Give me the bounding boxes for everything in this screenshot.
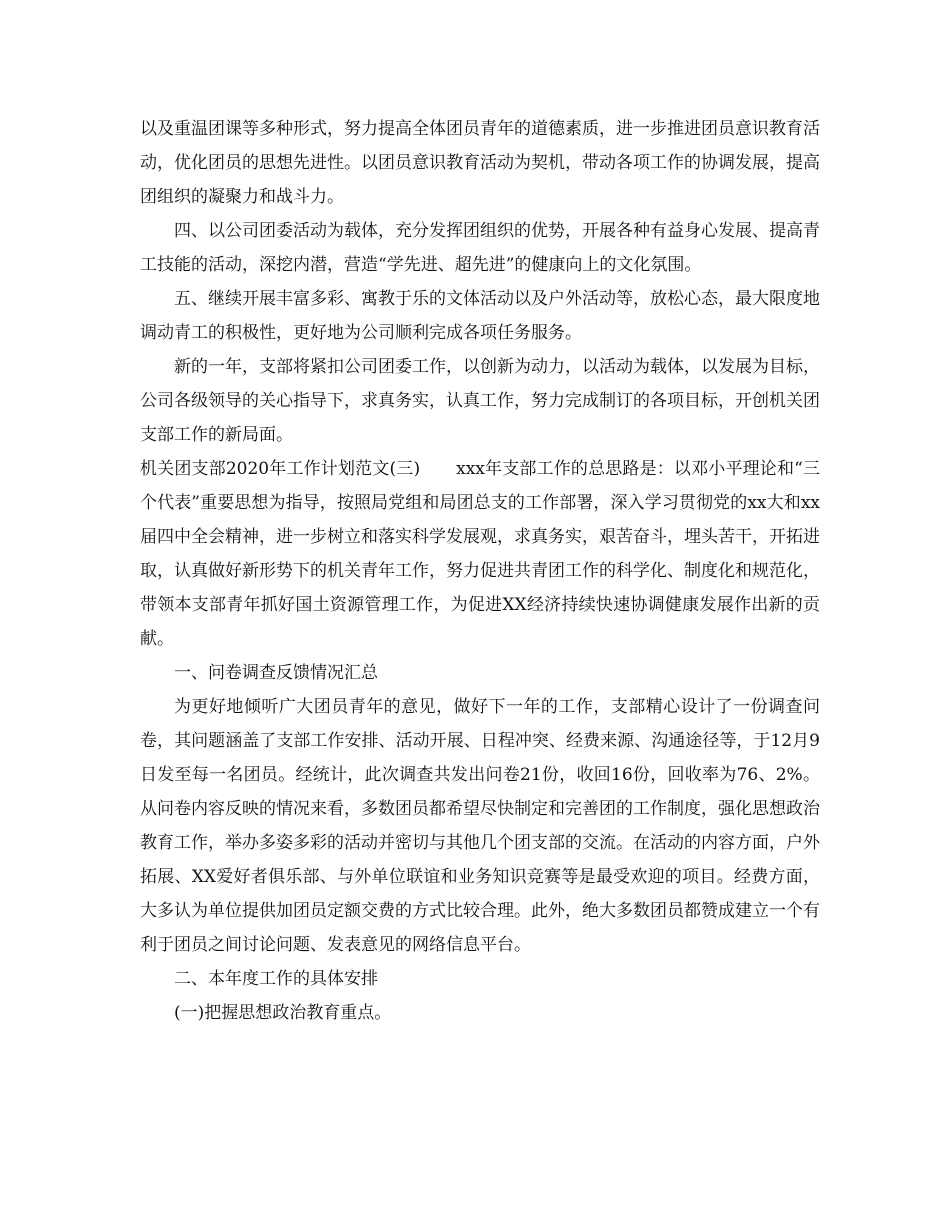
heading-survey-feedback: 一、问卷调查反馈情况汇总 [174,663,378,683]
section-three-paragraph [140,452,820,656]
section-three-text: xxx年支部工作的总思路是：以邓小平理论和“三个代表”重要思想为指导，按照局党组和局团总支的工作部署，深入学习贯彻党的xx大和xx届四中全会精神，进一步树立和落实科学发展观，求真务实，艰苦奋斗，埋头苦干，开拓进取，认真做好新形势下的机关青年工作，努力促进共青团工作的科学化、制度化和规范化，带领本支部青年抓好国土资源管理工作，为促进XX经济持续快速协调健康发展作出新的贡献。 [140,459,820,649]
paragraph-item-five: 五、继续开展丰富多彩、寓教于乐的文体活动以及户外活动等，放松心态，最大限度地调动青工的积极性，更好地为公司顺利完成各项任务服务。 [140,289,820,343]
heading-work-arrangement: 二、本年度工作的具体安排 [174,969,378,989]
heading-political-education: (一)把握思想政治教育重点。 [174,1003,392,1023]
section-three-title: 机关团支部2020年工作计划范文(三) [140,459,421,479]
document-body [140,112,820,1030]
paragraph-item-four: 四、以公司团委活动为载体，充分发挥团组织的优势，开展各种有益身心发展、提高青工技能的活动，深挖内潜，营造“学先进、超先进”的健康向上的文化氛围。 [140,221,820,275]
paragraph-continuation: 以及重温团课等多种形式，努力提高全体团员青年的道德素质，进一步推进团员意识教育活动，优化团员的思想先进性。以团员意识教育活动为契机，带动各项工作的协调发展，提高团组织的凝聚力和战斗力。 [140,119,820,207]
paragraph-new-year: 新的一年，支部将紧扣公司团委工作，以创新为动力，以活动为载体，以发展为目标，公司各级领导的关心指导下，求真务实，认真工作，努力完成制订的各项目标，开创机关团支部工作的新局面。 [140,357,820,445]
paragraph-survey: 为更好地倾听广大团员青年的意见，做好下一年的工作，支部精心设计了一份调查问卷，其问题涵盖了支部工作安排、活动开展、日程冲突、经费来源、沟通途径等，于12月9日发至每一名团员。经统计，此次调查共发出问卷21份，收回16份，回收率为76、2%。从问卷内容反映的情况来看，多数团员都希望尽快制定和完善团的工作制度，强化思想政治教育工作，举办多姿多彩的活动并密切与其他几个团支部的交流。在活动的内容方面，户外拓展、XX爱好者俱乐部、与外单位联谊和业务知识竞赛等是最受欢迎的项目。经费方面，大多认为单位提供加团员定额交费的方式比较合理。此外，绝大多数团员都赞成建立一个有利于团员之间讨论问题、发表意见的网络信息平台。 [140,697,820,955]
